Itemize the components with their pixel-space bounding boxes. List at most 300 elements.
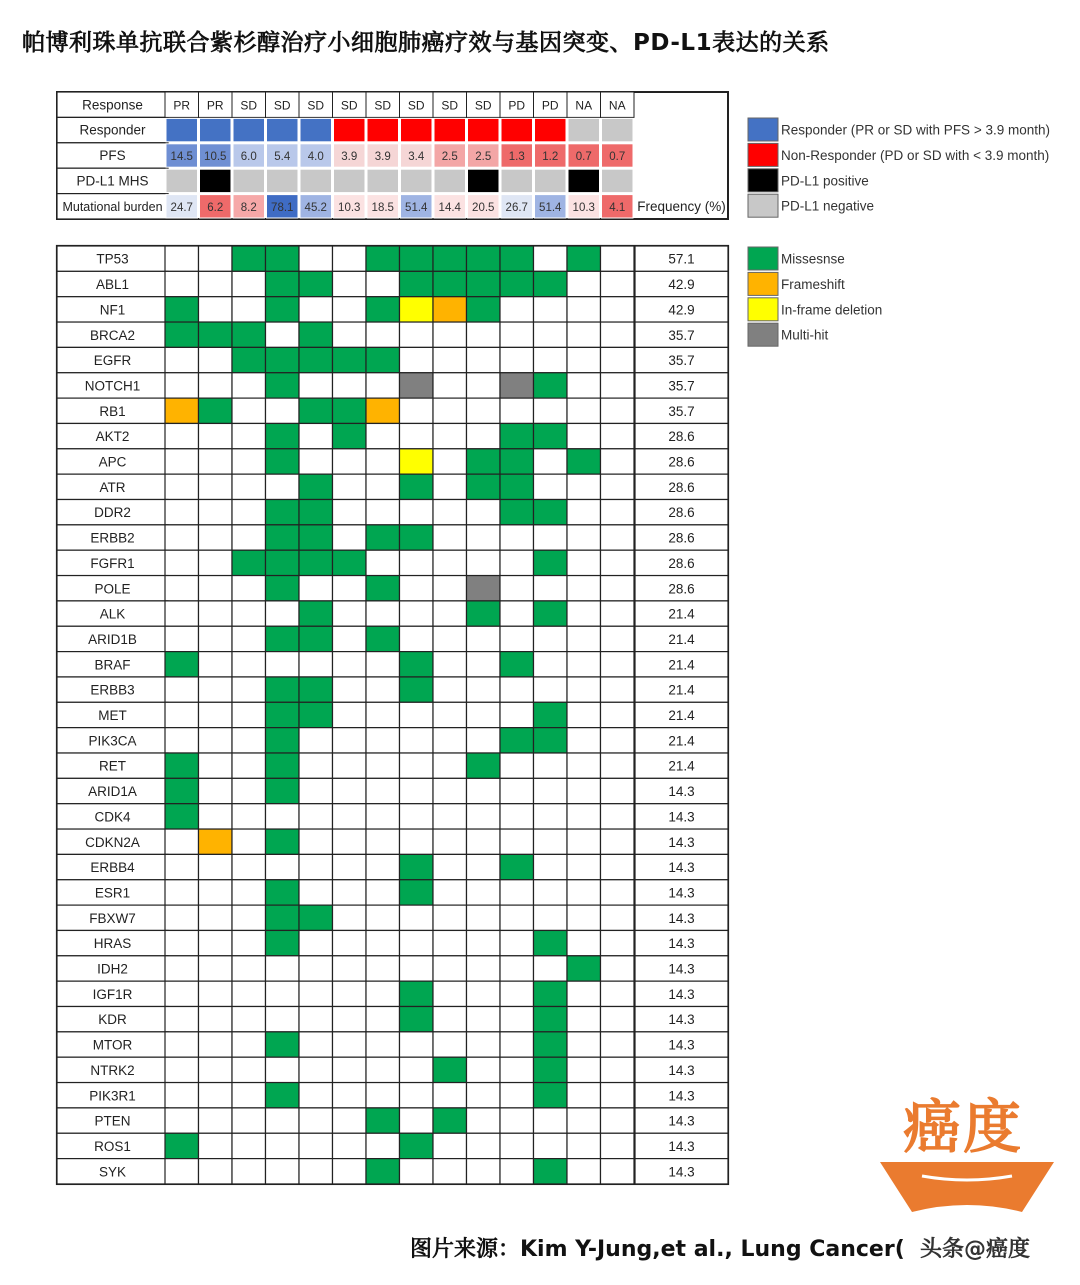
mutation-cell	[333, 1007, 367, 1032]
frequency-value: 21.4	[668, 682, 695, 698]
mutation-cell	[467, 297, 501, 322]
mutation-cell	[433, 1057, 467, 1082]
mutation-cell	[333, 271, 367, 296]
pdl1-cell	[535, 169, 567, 192]
mutation-cell	[266, 398, 300, 423]
gene-label: ALK	[99, 606, 126, 622]
response-label: NA	[575, 98, 593, 113]
mutation-cell	[567, 854, 601, 879]
header-row-label: PFS	[99, 148, 126, 164]
mutation-cell	[433, 905, 467, 930]
legend-label: In-frame deletion	[781, 302, 883, 318]
gene-label: ESR1	[94, 885, 131, 901]
mutation-cell	[601, 525, 635, 550]
mutation-cell	[534, 576, 568, 601]
mutation-cell	[199, 1057, 233, 1082]
mutation-cell	[467, 474, 501, 499]
mutation-cell	[400, 702, 434, 727]
mutation-cell	[400, 880, 434, 905]
mutation-cell	[500, 373, 534, 398]
mutation-cell	[232, 1083, 266, 1108]
mutation-cell	[534, 347, 568, 372]
response-label: PD	[508, 98, 526, 113]
mutation-cell	[366, 297, 400, 322]
mutation-cell	[232, 271, 266, 296]
gene-label: APC	[98, 454, 127, 470]
mutation-cell	[165, 728, 199, 753]
mutation-cell	[165, 880, 199, 905]
tmb-value: 24.7	[170, 201, 193, 214]
pfs-value: 3.4	[408, 151, 425, 164]
mutation-cell	[366, 981, 400, 1006]
gene-label: BRAF	[94, 657, 131, 673]
mutation-cell	[266, 500, 300, 525]
mutation-cell	[534, 728, 568, 753]
mutation-cell	[400, 778, 434, 803]
mutation-cell	[567, 1159, 601, 1184]
frequency-value: 28.6	[668, 555, 695, 571]
mutation-cell	[534, 854, 568, 879]
mutation-cell	[400, 854, 434, 879]
mutation-cell	[366, 728, 400, 753]
mutation-cell	[567, 829, 601, 854]
mutation-cell	[400, 398, 434, 423]
gene-label: HRAS	[93, 936, 132, 952]
mutation-cell	[433, 1108, 467, 1133]
mutation-cell	[165, 702, 199, 727]
mutation-cell	[299, 271, 333, 296]
mutation-cell	[199, 981, 233, 1006]
mutation-cell	[601, 373, 635, 398]
gene-label: TP53	[96, 251, 129, 267]
mutation-cell	[500, 525, 534, 550]
mutation-cell	[266, 981, 300, 1006]
mutation-cell	[333, 322, 367, 347]
mutation-cell	[266, 626, 300, 651]
legend-label: PD-L1 positive	[781, 173, 869, 189]
mutation-cell	[165, 1057, 199, 1082]
pdl1-cell	[367, 169, 399, 192]
mutation-cell	[199, 677, 233, 702]
frequency-value: 28.6	[668, 454, 695, 470]
gene-label: IGF1R	[92, 986, 133, 1002]
mutation-cell	[433, 474, 467, 499]
pdl1-cell	[267, 169, 299, 192]
frequency-value: 14.3	[668, 986, 695, 1002]
responder-cell	[367, 118, 399, 141]
mutation-cell	[433, 500, 467, 525]
mutation-cell	[601, 246, 635, 271]
mutation-cell	[433, 1133, 467, 1158]
mutation-cell	[165, 930, 199, 955]
mutation-cell	[333, 702, 367, 727]
mutation-cell	[366, 1007, 400, 1032]
mutation-cell	[567, 449, 601, 474]
mutation-cell	[333, 1032, 367, 1057]
mutation-cell	[433, 423, 467, 448]
mutation-cell	[500, 854, 534, 879]
mutation-cell	[567, 1032, 601, 1057]
mutation-cell	[366, 373, 400, 398]
mutation-cell	[534, 677, 568, 702]
responder-cell	[434, 118, 466, 141]
tmb-value: 8.2	[240, 201, 257, 214]
gene-label: AKT2	[95, 429, 130, 445]
mutation-cell	[199, 347, 233, 372]
mutation-cell	[400, 601, 434, 626]
mutation-cell	[165, 576, 199, 601]
mutation-cell	[299, 1032, 333, 1057]
tmb-value: 45.2	[304, 201, 327, 214]
mutation-cell	[534, 601, 568, 626]
mutation-cell	[266, 702, 300, 727]
gene-label: CDK4	[94, 809, 131, 825]
mutation-cell	[299, 626, 333, 651]
mutation-cell	[299, 778, 333, 803]
frequency-value: 35.7	[668, 353, 695, 369]
mutation-cell	[199, 474, 233, 499]
frequency-value: 14.3	[668, 809, 695, 825]
mutation-cell	[165, 398, 199, 423]
gene-label: ERBB2	[90, 530, 135, 546]
pdl1-cell	[401, 169, 433, 192]
mutation-cell	[165, 297, 199, 322]
mutation-cell	[232, 804, 266, 829]
mutation-cell	[199, 1007, 233, 1032]
mutation-cell	[165, 778, 199, 803]
mutation-cell	[299, 550, 333, 575]
mutation-cell	[534, 930, 568, 955]
mutation-cell	[567, 981, 601, 1006]
gene-label: SYK	[98, 1164, 127, 1180]
mutation-cell	[333, 626, 367, 651]
mutation-cell	[266, 1083, 300, 1108]
legend-label: Missesnse	[781, 251, 845, 267]
mutation-cell	[467, 677, 501, 702]
mutation-cell	[333, 1159, 367, 1184]
pfs-value: 3.9	[374, 151, 391, 164]
mutation-cell	[467, 880, 501, 905]
mutation-cell	[333, 297, 367, 322]
pfs-value: 0.7	[575, 151, 592, 164]
mutation-cell	[333, 956, 367, 981]
mutation-cell	[567, 423, 601, 448]
mutation-cell	[199, 956, 233, 981]
mutation-cell	[199, 1133, 233, 1158]
mutation-cell	[400, 1032, 434, 1057]
mutation-cell	[165, 1159, 199, 1184]
mutation-cell	[433, 854, 467, 879]
mutation-cell	[333, 778, 367, 803]
gene-label: PIK3R1	[89, 1088, 136, 1104]
mutation-cell	[366, 626, 400, 651]
gene-label: RET	[99, 758, 126, 774]
mutation-cell	[601, 1007, 635, 1032]
mutation-cell	[601, 778, 635, 803]
gene-label: RB1	[99, 403, 126, 419]
mutation-cell	[534, 525, 568, 550]
mutation-cell	[500, 930, 534, 955]
mutation-cell	[534, 1108, 568, 1133]
tmb-value: 6.2	[207, 201, 224, 214]
mutation-cell	[266, 550, 300, 575]
mutation-cell	[299, 449, 333, 474]
frequency-value: 21.4	[668, 733, 695, 749]
mutation-cell	[366, 1032, 400, 1057]
mutation-cell	[534, 500, 568, 525]
mutation-cell	[467, 753, 501, 778]
mutation-cell	[601, 753, 635, 778]
mutation-cell	[400, 728, 434, 753]
mutation-cell	[433, 576, 467, 601]
mutation-cell	[366, 677, 400, 702]
response-label: SD	[374, 98, 392, 113]
mutation-cell	[165, 1032, 199, 1057]
mutation-cell	[333, 652, 367, 677]
mutation-cell	[567, 322, 601, 347]
mutation-cell	[199, 728, 233, 753]
mutation-cell	[500, 956, 534, 981]
mutation-cell	[266, 677, 300, 702]
mutation-cell	[299, 1108, 333, 1133]
mutation-cell	[199, 702, 233, 727]
legend-label: Multi-hit	[781, 327, 829, 343]
mutation-cell	[333, 525, 367, 550]
gene-label: KDR	[98, 1012, 127, 1028]
mutation-cell	[165, 601, 199, 626]
gene-label: PIK3CA	[88, 733, 137, 749]
mutation-cell	[500, 1007, 534, 1032]
gene-label: MET	[98, 708, 127, 724]
mutation-cell	[534, 423, 568, 448]
mutation-cell	[467, 778, 501, 803]
mutation-cell	[433, 1159, 467, 1184]
mutation-cell	[199, 500, 233, 525]
responder-cell	[200, 118, 232, 141]
mutation-cell	[433, 601, 467, 626]
mutation-cell	[299, 753, 333, 778]
mutation-cell	[500, 423, 534, 448]
source-caption: 图片来源：Kim Y-Jung,et al., Lung Cancer(	[410, 1237, 905, 1262]
mutation-cell	[333, 829, 367, 854]
mutation-cell	[366, 854, 400, 879]
mutation-cell	[534, 1032, 568, 1057]
mutation-cell	[299, 829, 333, 854]
mutation-cell	[400, 347, 434, 372]
mutation-cell	[366, 322, 400, 347]
gene-label: NF1	[99, 302, 126, 318]
mutation-cell	[433, 347, 467, 372]
mutation-cell	[333, 373, 367, 398]
mutation-cell	[266, 854, 300, 879]
pdl1-cell	[300, 169, 332, 192]
frequency-value: 42.9	[668, 277, 695, 293]
mutation-cell	[199, 271, 233, 296]
mutation-cell	[333, 981, 367, 1006]
mutation-cell	[232, 829, 266, 854]
mutation-cell	[601, 576, 635, 601]
mutation-cell	[333, 576, 367, 601]
mutation-cell	[433, 956, 467, 981]
mutation-cell	[500, 829, 534, 854]
header-row-label: Mutational burden	[62, 199, 163, 214]
frequency-value: 21.4	[668, 708, 695, 724]
mutation-cell	[333, 1083, 367, 1108]
mutation-cell	[366, 652, 400, 677]
mutation-cell	[500, 652, 534, 677]
mutation-cell	[534, 804, 568, 829]
mutation-cell	[467, 347, 501, 372]
mutation-cell	[567, 297, 601, 322]
mutation-cell	[165, 373, 199, 398]
mutation-cell	[366, 500, 400, 525]
mutation-cell	[333, 728, 367, 753]
frequency-value: 14.3	[668, 1088, 695, 1104]
mutation-cell	[165, 347, 199, 372]
response-label: SD	[407, 98, 425, 113]
mutation-cell	[299, 804, 333, 829]
mutation-cell	[266, 778, 300, 803]
mutation-cell	[232, 1133, 266, 1158]
mutation-cell	[266, 474, 300, 499]
mutation-cell	[232, 880, 266, 905]
mutation-cell	[467, 1108, 501, 1133]
mutation-cell	[199, 373, 233, 398]
mutation-cell	[266, 1007, 300, 1032]
mutation-cell	[366, 1057, 400, 1082]
mutation-cell	[199, 829, 233, 854]
mutation-cell	[567, 880, 601, 905]
mutation-cell	[165, 500, 199, 525]
frequency-value: 14.3	[668, 784, 695, 800]
pfs-value: 14.5	[170, 151, 193, 164]
mutation-cell	[333, 246, 367, 271]
pdl1-cell	[602, 169, 634, 192]
mutation-cell	[500, 449, 534, 474]
mutation-cell	[534, 1133, 568, 1158]
pfs-value: 1.3	[508, 151, 525, 164]
mutation-cell	[266, 652, 300, 677]
mutation-cell	[366, 1159, 400, 1184]
mutation-cell	[366, 271, 400, 296]
gene-label: BRCA2	[89, 327, 136, 343]
mutation-cell	[400, 753, 434, 778]
mutation-cell	[601, 601, 635, 626]
frequency-header: Frequency (%)	[637, 198, 726, 214]
legend-swatch	[748, 323, 778, 346]
response-label: SD	[340, 98, 358, 113]
mutation-cell	[433, 728, 467, 753]
gene-label: FBXW7	[89, 910, 136, 926]
tmb-value: 26.7	[505, 201, 528, 214]
mutation-cell	[467, 956, 501, 981]
mutation-cell	[366, 804, 400, 829]
mutation-cell	[199, 854, 233, 879]
mutation-cell	[333, 930, 367, 955]
tmb-value: 20.5	[472, 201, 495, 214]
legend-clinical	[748, 118, 1050, 217]
mutation-cell	[232, 550, 266, 575]
mutation-cell	[333, 905, 367, 930]
pdl1-cell	[468, 169, 500, 192]
mutation-cell	[232, 246, 266, 271]
mutation-cell	[534, 1083, 568, 1108]
mutation-cell	[500, 804, 534, 829]
mutation-cell	[299, 677, 333, 702]
mutation-cell	[400, 449, 434, 474]
mutation-cell	[567, 804, 601, 829]
frequency-value: 14.3	[668, 1012, 695, 1028]
mutation-cell	[232, 652, 266, 677]
gene-label: DDR2	[94, 505, 131, 521]
mutation-cell	[534, 550, 568, 575]
mutation-cell	[467, 550, 501, 575]
pfs-value: 5.4	[274, 151, 291, 164]
mutation-cell	[266, 1133, 300, 1158]
tmb-value: 10.3	[338, 201, 361, 214]
mutation-cell	[534, 626, 568, 651]
mutation-cell	[534, 778, 568, 803]
mutation-cell	[232, 981, 266, 1006]
mutation-cell	[199, 246, 233, 271]
mutation-cell	[467, 1057, 501, 1082]
mutation-cell	[232, 1108, 266, 1133]
mutation-cell	[567, 778, 601, 803]
mutation-cell	[567, 373, 601, 398]
mutation-cell	[567, 626, 601, 651]
mutation-cell	[601, 398, 635, 423]
tmb-value: 10.3	[572, 201, 595, 214]
mutation-cell	[601, 1133, 635, 1158]
frequency-value: 28.6	[668, 581, 695, 597]
mutation-cell	[299, 500, 333, 525]
gene-label: ROS1	[94, 1138, 131, 1154]
logo-text: 癌度	[902, 1093, 1023, 1161]
mutation-cell	[199, 753, 233, 778]
mutation-cell	[266, 601, 300, 626]
mutation-cell	[400, 271, 434, 296]
mutation-cell	[567, 500, 601, 525]
frequency-value: 14.3	[668, 1037, 695, 1053]
frequency-value: 21.4	[668, 606, 695, 622]
gene-label: ERBB3	[90, 682, 135, 698]
mutation-cell	[433, 271, 467, 296]
mutation-cell	[232, 854, 266, 879]
mutation-cell	[165, 1083, 199, 1108]
mutation-cell	[366, 1083, 400, 1108]
mutation-cell	[299, 905, 333, 930]
mutation-cell	[266, 449, 300, 474]
mutation-cell	[500, 880, 534, 905]
boat-icon	[862, 1080, 1062, 1220]
response-label: NA	[608, 98, 626, 113]
mutation-cell	[299, 1057, 333, 1082]
frequency-value: 14.3	[668, 1138, 695, 1154]
mutation-cell	[299, 1083, 333, 1108]
gene-label: ARID1A	[88, 784, 137, 800]
mutation-cell	[433, 677, 467, 702]
mutation-cell	[567, 1057, 601, 1082]
mutation-cell	[400, 500, 434, 525]
mutation-cell	[601, 449, 635, 474]
mutation-cell	[199, 880, 233, 905]
mutation-cell	[266, 373, 300, 398]
mutation-cell	[433, 829, 467, 854]
mutation-cell	[165, 677, 199, 702]
mutation-cell	[467, 1007, 501, 1032]
mutation-cell	[165, 854, 199, 879]
mutation-cell	[366, 525, 400, 550]
